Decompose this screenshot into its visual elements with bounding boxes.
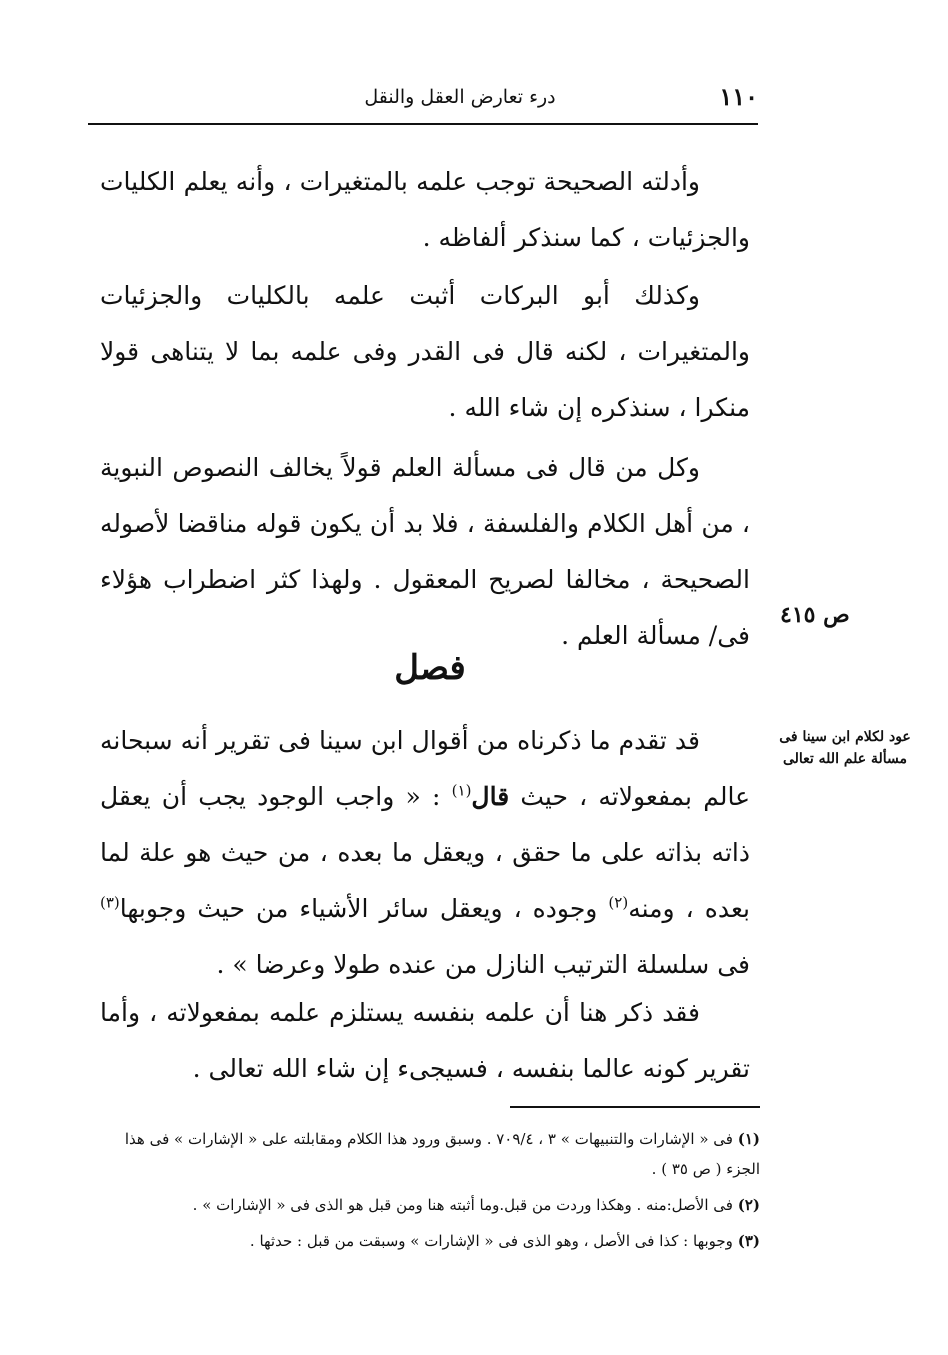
paragraph-2 — [100, 268, 750, 436]
footnote-marker-2: (٢) — [608, 893, 629, 912]
paragraph-4 — [100, 713, 750, 993]
footnote-1-number: (١) — [737, 1130, 760, 1148]
footnote-2-text: فى الأصل:منه . وهكذا وردت من قبل.وما أثبته هنا ومن قبل هو الذى فى « الإشارات » . — [192, 1196, 733, 1214]
footnotes — [100, 1124, 760, 1262]
paragraph-4-part-d: فى سلسلة الترتيب النازل من عنده طولا وعرضا » . — [216, 950, 750, 979]
footnote-2 — [100, 1190, 760, 1220]
running-title: درء تعارض العقل والنقل — [364, 86, 556, 108]
paragraph-4-bold-word: قال — [471, 782, 510, 811]
paragraph-5 — [100, 985, 750, 1097]
footnote-3-number: (٣) — [737, 1232, 760, 1250]
paragraph-4-part-b: : « واجب الوجود يجب أن يعقل ذاته بذاته على ما حقق ، ويعقل ما بعده ، من حيث هو علة لما بعده ، ومنه — [100, 782, 750, 923]
section-heading: فصل — [394, 648, 466, 688]
margin-page-reference: ص ٤١٥ — [780, 602, 850, 628]
footnote-3 — [100, 1226, 760, 1256]
footnote-1 — [100, 1124, 760, 1184]
paragraph-4-text — [100, 713, 750, 993]
footnote-marker-3: (٣) — [100, 893, 120, 912]
paragraph-4-part-c: وجوده ، ويعقل سائر الأشياء من حيث وجوبها — [119, 894, 598, 923]
footnote-1-text: فى « الإشارات والتنبيهات » ٣ ، ٧٠٩/٤ . وسبق ورود هذا الكلام ومقابلته على « الإشارات » فى هذا الجزء ( ص ٣٥ ) . — [124, 1130, 760, 1178]
page-number: ١١٠ — [719, 82, 758, 111]
footnote-marker-1: (١) — [451, 781, 472, 800]
paragraph-3 — [100, 440, 750, 664]
paragraph-5-text: فقد ذكر هنا أن علمه بنفسه يستلزم علمه بمفعولاته ، وأما تقرير كونه عالما بنفسه ، فسيجىء إن شاء الله تعالى . — [100, 998, 750, 1083]
footnote-divider — [510, 1106, 760, 1108]
paragraph-2-text: وكذلك أبو البركات أثبت علمه بالكليات والجزئيات والمتغيرات ، لكنه قال فى القدر وفى علمه بما لا يتناهى قولا منكرا ، سنذكره إن شاء الله . — [100, 281, 750, 422]
paragraph-1-text: وأدلته الصحيحة توجب علمه بالمتغيرات ، وأنه يعلم الكليات والجزئيات ، كما سنذكر ألفاظه . — [100, 167, 750, 252]
header-divider — [88, 123, 758, 125]
paragraph-4-part-a: قد تقدم ما ذكرناه من أقوال ابن سينا فى تقرير أنه سبحانه عالم بمفعولاته ، حيث — [100, 726, 750, 811]
paragraph-1 — [100, 154, 750, 266]
margin-note: عود لكلام ابن سينا فى مسألة علم الله تعالى — [779, 729, 911, 767]
footnote-2-number: (٢) — [737, 1196, 760, 1214]
paragraph-3-text: وكل من قال فى مسألة العلم قولاً يخالف النصوص النبوية ، من أهل الكلام والفلسفة ، فلا بد أن يكون قوله مناقضا لأصوله الصحيحة ، مخالفا لصريح المعقول . ولهذا كثر اضطراب هؤلاء فى/ مسألة العلم . — [100, 453, 750, 650]
footnote-3-text: وجوبها : كذا فى الأصل ، وهو الذى فى « الإشارات » وسبقت من قبل : حدثها . — [249, 1232, 733, 1250]
